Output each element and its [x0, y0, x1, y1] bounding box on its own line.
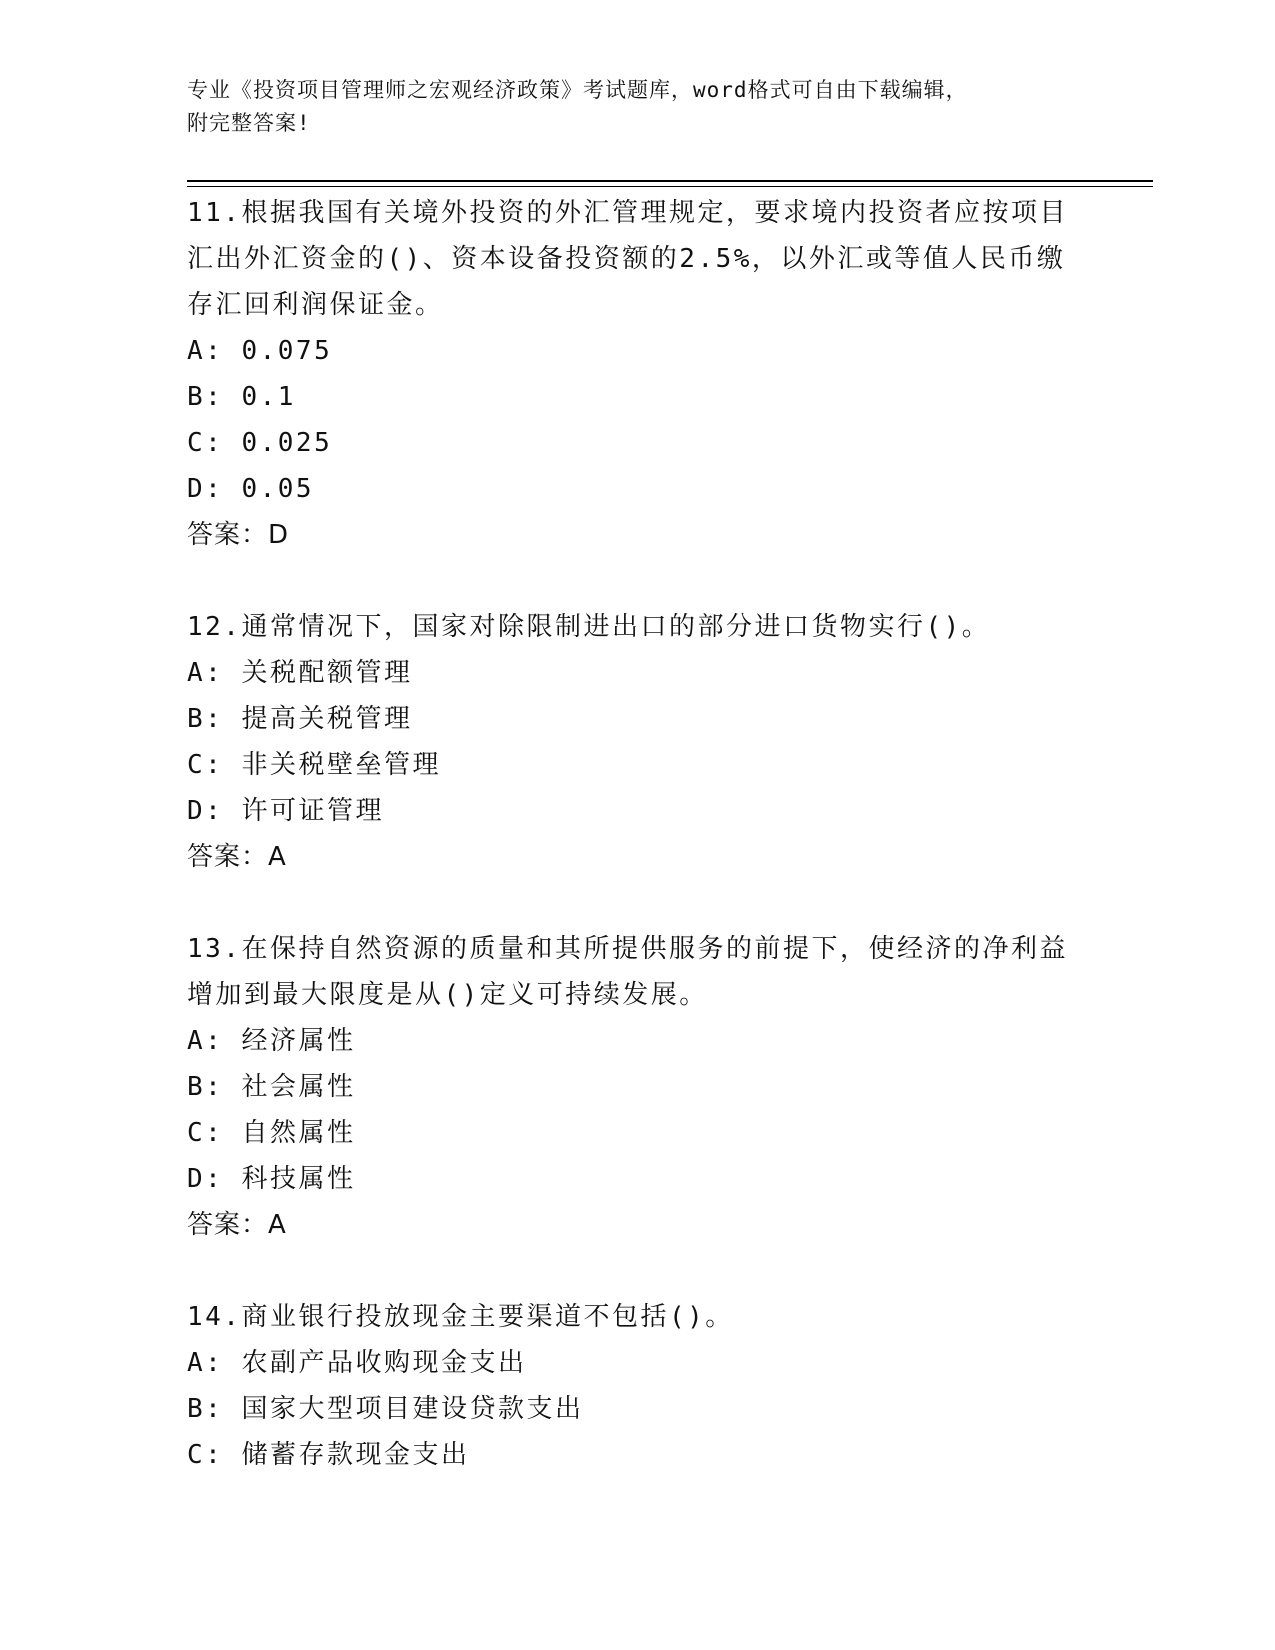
- option-c: C: 储蓄存款现金支出: [187, 1440, 470, 1470]
- option-c: C: 0.025: [187, 428, 333, 458]
- question-text: 11.根据我国有关境外投资的外汇管理规定，要求境内投资者应按项目汇出外汇资金的()、资本设备投资额的2.5%，以外汇或等值人民币缴存汇回利润保证金。: [187, 198, 1068, 320]
- option-d: D: 0.05: [187, 474, 315, 504]
- option-a: A: 0.075: [187, 336, 333, 366]
- answer: 答案：D: [187, 520, 290, 550]
- option-a: A: 经济属性: [187, 1026, 356, 1056]
- option-c: C: 自然属性: [187, 1118, 356, 1148]
- option-a: A: 农副产品收购现金支出: [187, 1348, 527, 1378]
- option-c: C: 非关税壁垒管理: [187, 750, 441, 780]
- option-b: B: 提高关税管理: [187, 704, 413, 734]
- question-11: [187, 190, 1087, 558]
- option-b: B: 社会属性: [187, 1072, 356, 1102]
- header-line-2: 附完整答案!: [187, 111, 311, 135]
- spacer: [187, 1248, 1087, 1294]
- answer: 答案：A: [187, 842, 287, 872]
- document-header: [187, 74, 1087, 140]
- question-text: 12.通常情况下，国家对除限制进出口的部分进口货物实行()。: [187, 612, 991, 642]
- answer: 答案：A: [187, 1210, 287, 1240]
- header-divider-thin: [187, 186, 1153, 187]
- question-12: [187, 604, 1087, 880]
- option-b: B: 国家大型项目建设贷款支出: [187, 1394, 584, 1424]
- question-13: [187, 926, 1087, 1248]
- option-a: A: 关税配额管理: [187, 658, 413, 688]
- question-text: 13.在保持自然资源的质量和其所提供服务的前提下，使经济的净利益增加到最大限度是从()定义可持续发展。: [187, 934, 1068, 1010]
- header-line-1: 专业《投资项目管理师之宏观经济政策》考试题库，word格式可自由下载编辑，: [187, 78, 968, 102]
- question-list: [187, 190, 1087, 1478]
- question-text: 14.商业银行投放现金主要渠道不包括()。: [187, 1302, 734, 1332]
- spacer: [187, 880, 1087, 926]
- spacer: [187, 558, 1087, 604]
- option-d: D: 许可证管理: [187, 796, 384, 826]
- option-b: B: 0.1: [187, 382, 296, 412]
- header-divider-thick: [187, 180, 1153, 182]
- question-14: [187, 1294, 1087, 1478]
- option-d: D: 科技属性: [187, 1164, 356, 1194]
